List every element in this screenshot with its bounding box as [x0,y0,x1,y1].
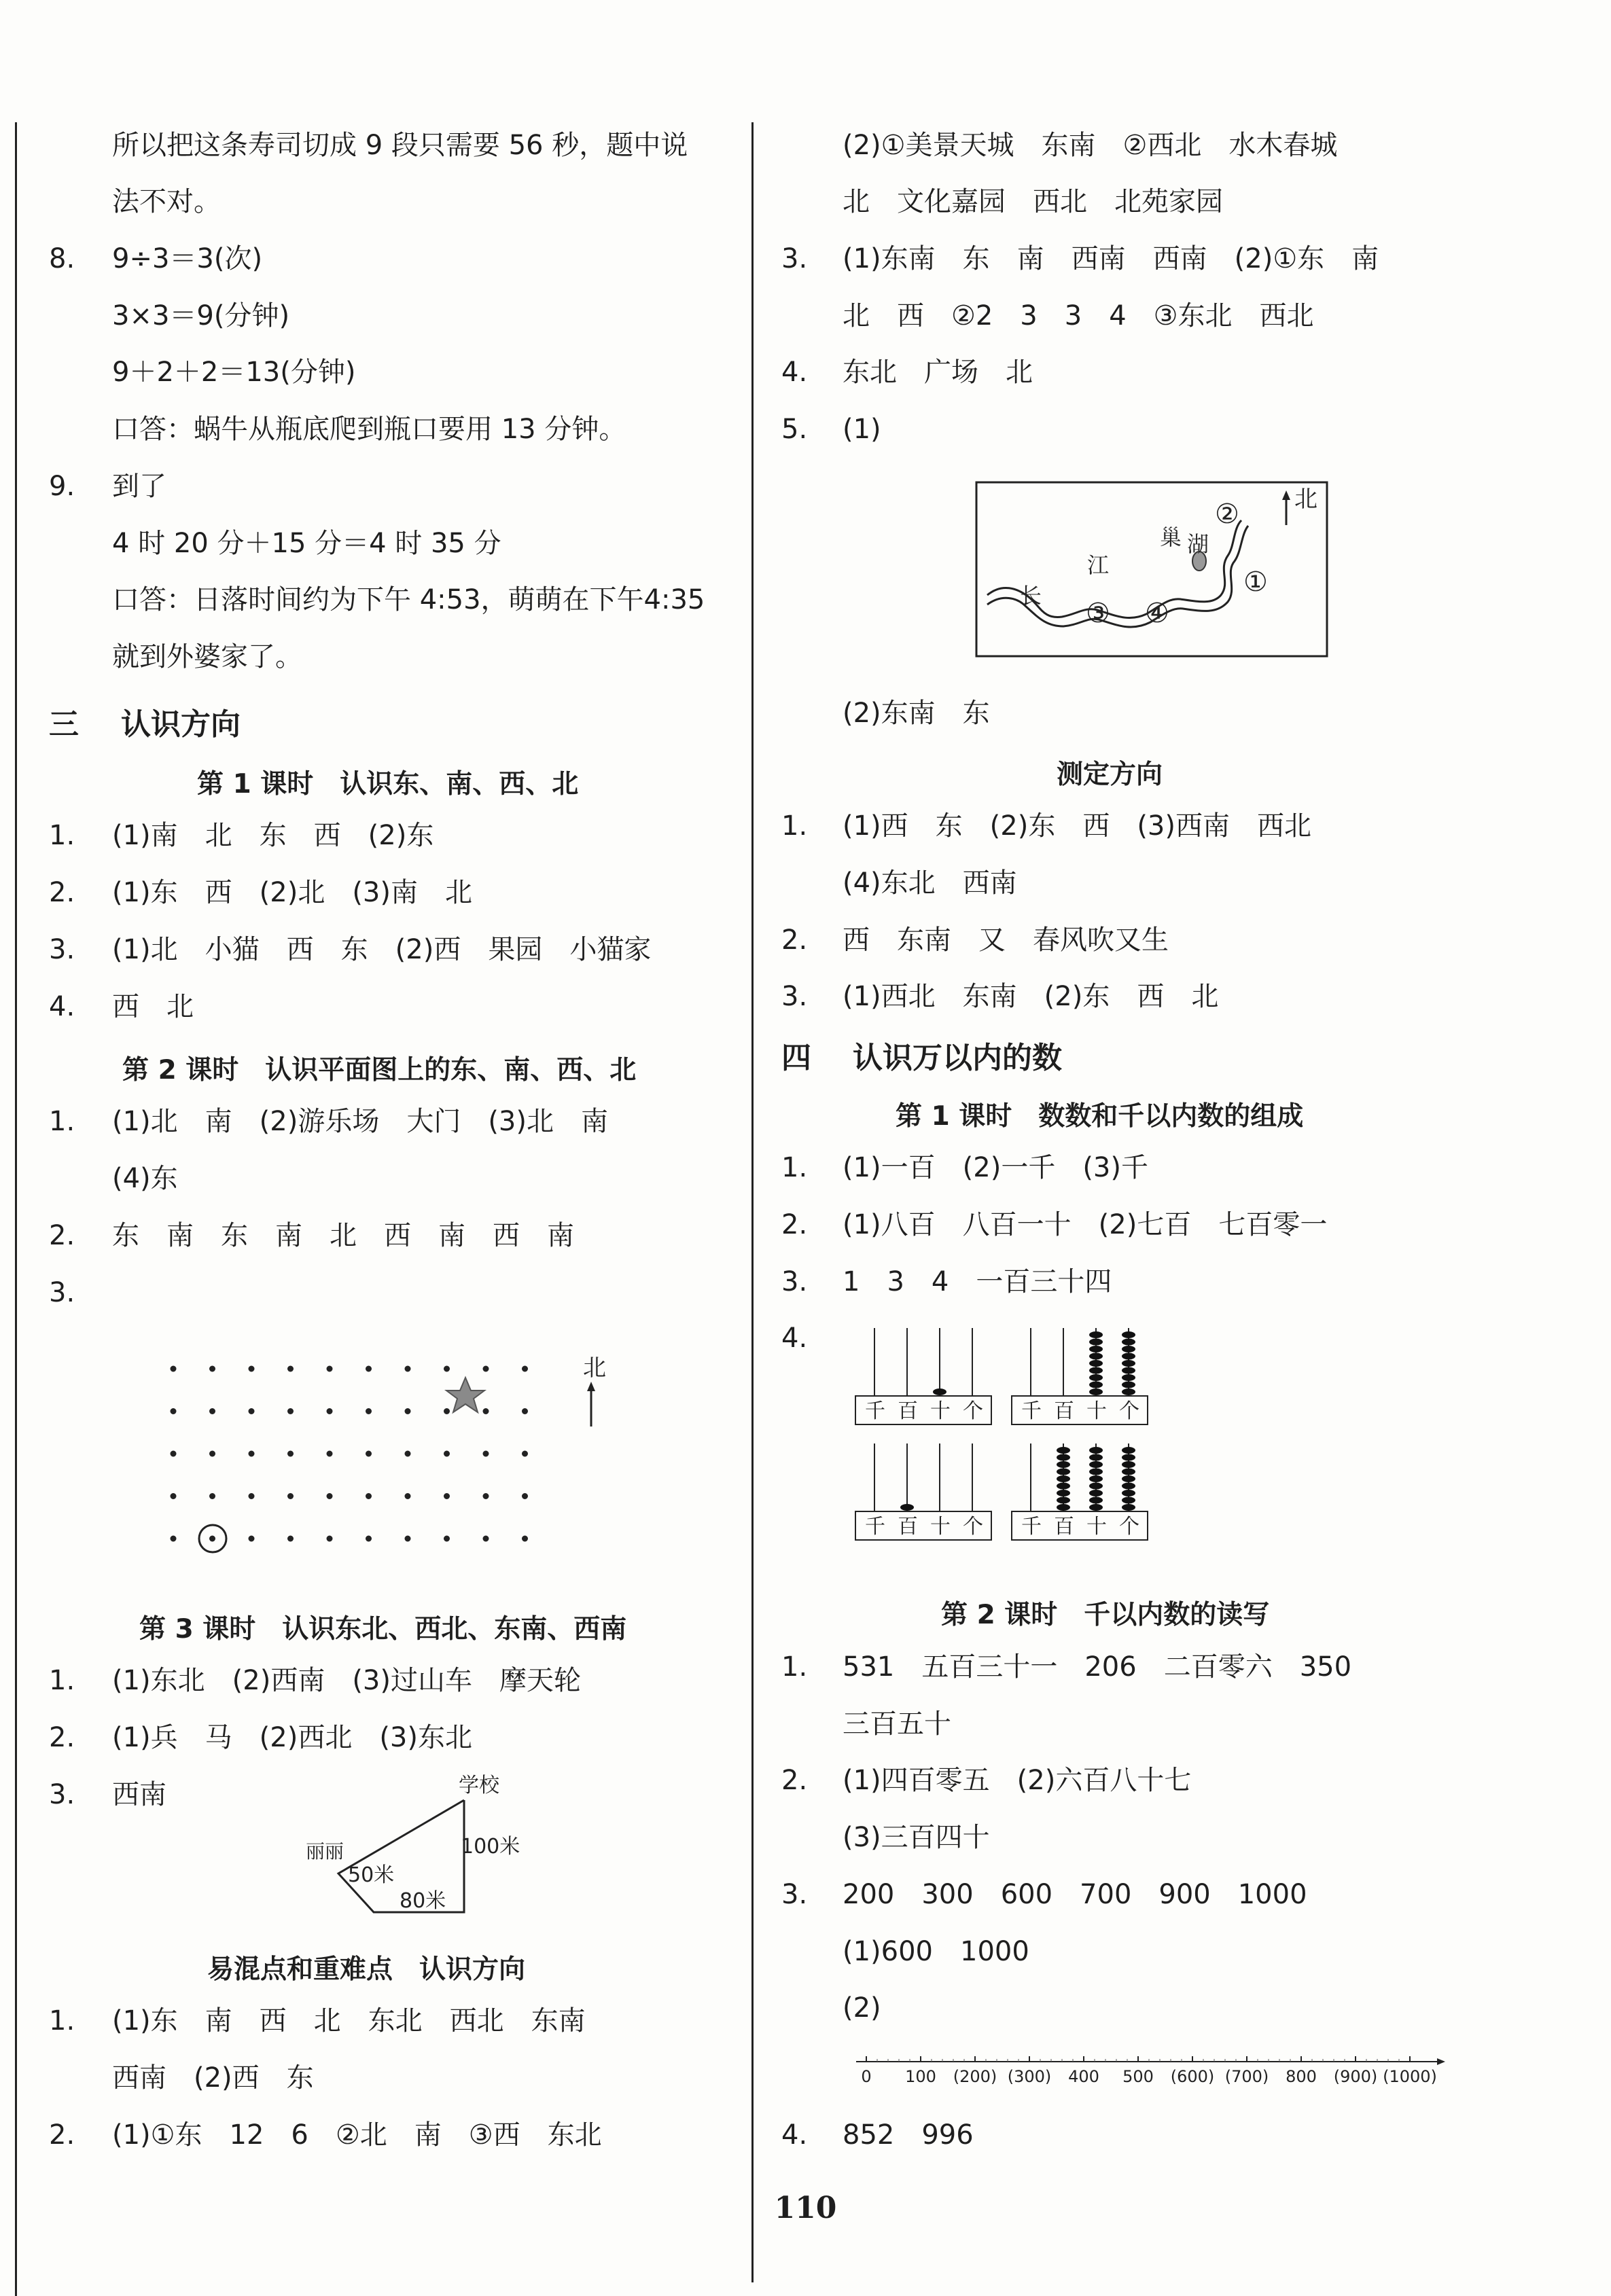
abacus-bead [1122,1374,1135,1381]
l42-q1-line-1: 531 五百三十一 206 二百零六 350 [843,1651,1352,1683]
l41-q1-number: 1. [781,1152,808,1183]
number-line-label: (900) [1333,2067,1378,2086]
column-divider [751,122,754,2282]
map-frame [976,482,1327,656]
grid-dot [366,1366,372,1372]
abacus-bead [1122,1475,1135,1482]
l2-q1-number: 1. [49,1106,75,1137]
abacus-bead [1089,1388,1103,1395]
abacus-label: 个 [1119,1399,1139,1423]
map-marker-4: ④ [1145,598,1169,629]
left-margin-rule [15,122,17,2296]
grid-dot [287,1408,294,1414]
abacus-bead [1057,1490,1070,1496]
l41-q2-number: 2. [781,1209,808,1240]
q8-line-4: 口答：蜗牛从瓶底爬到瓶口要用 13 分钟。 [112,414,626,445]
abacus-label: 千 [865,1399,885,1423]
number-line-label: (700) [1224,2067,1269,2086]
unit3-number: 三 [49,707,79,742]
abacus-label: 千 [1021,1399,1042,1423]
abacus-label: 百 [898,1399,918,1423]
abacus-bead [1122,1382,1135,1388]
abacus-figure [853,1321,1165,1559]
school-label: 学校 [459,1774,499,1797]
number-line-label: 800 [1286,2067,1317,2086]
grid-dot [522,1366,528,1372]
abacus-label: 百 [898,1515,918,1539]
number-line-figure [853,2048,1451,2096]
abacus-bead [1089,1382,1103,1388]
grid-dot [287,1493,294,1499]
m-q1-line-2: (4)东北 西南 [843,867,1017,899]
abacus-label: 个 [1119,1515,1139,1539]
l1-q4-number: 4. [49,991,75,1022]
abacus-bead [1089,1475,1103,1482]
lesson41-title: 第 1 课时 数数和千以内数的组成 [896,1101,1304,1132]
abacus-bead [1089,1490,1103,1496]
map-north-label: 北 [1294,486,1317,513]
l2-q2-text: 东 南 东 南 北 西 南 西 南 [112,1220,574,1251]
grid-dot [522,1493,528,1499]
l2-q3-number: 3. [49,1277,75,1308]
number-line-ticks [861,2056,1437,2086]
l42-q2-line-2: (3)三百四十 [843,1822,990,1853]
grid-dot [366,1451,372,1457]
grid-dot [444,1366,450,1372]
lesson2-title: 第 2 课时 认识平面图上的东、南、西、北 [122,1055,637,1086]
grid-dot [171,1408,177,1414]
abacus-bead [1122,1346,1135,1352]
q8-line-2: 3×3＝9(分钟) [112,300,290,331]
l42-q2-line-1: (1)四百零五 (2)六百八十七 [843,1765,1192,1796]
grid-dot [444,1451,450,1457]
unit3-title: 认识方向 [121,707,241,742]
m-q1-line-1: (1)西 东 (2)东 西 (3)西南 西北 [843,810,1311,842]
rv-q1-number: 1. [49,2005,75,2037]
abacus [855,1328,991,1424]
l3-q1-number: 1. [49,1665,75,1696]
abacus-bead [1057,1497,1070,1504]
route-triangle-figure [299,1766,544,1922]
number-line-label: (200) [953,2067,997,2086]
grid-dot [405,1408,411,1414]
grid-dot [483,1366,489,1372]
r-q5-text: (1) [843,414,881,445]
l1-q2-number: 2. [49,877,75,908]
map-hu-label: 湖 [1187,531,1209,557]
grid-dot [287,1366,294,1372]
lesson3-title: 第 3 课时 认识东北、西北、东南、西南 [139,1614,627,1645]
l42-q3-line-3: (2) [843,1992,881,2024]
q9-number: 9. [49,471,75,502]
abacus-bead [1122,1497,1135,1504]
r-q3-line-1: (1)东南 东 南 西南 西南 (2)①东 南 [843,243,1379,274]
abacus-bead [1089,1447,1103,1454]
rv-q2-line-1: (1)①东 12 6 ②北 南 ③西 东北 [112,2119,602,2151]
lesson42-title: 第 2 课时 千以内数的读写 [941,1600,1270,1630]
l1-q1-text: (1)南 北 东 西 (2)东 [112,820,434,851]
map-marker-3: ③ [1086,598,1110,629]
r-q5-number: 5. [781,414,808,445]
abacus-bead [1089,1331,1103,1338]
r-q4-number: 4. [781,357,808,388]
rv-q1-line-2: 西南 (2)西 东 [112,2062,314,2094]
grid-dot [405,1366,411,1372]
l41-q4-number: 4. [781,1323,808,1354]
l3-q2-text: (1)兵 马 (2)西北 (3)东北 [112,1722,472,1753]
abacus-bead [1122,1504,1135,1511]
grid-dot [405,1536,411,1542]
abacus-bead [1089,1360,1103,1367]
star-marker [446,1378,484,1412]
dot-grid-figure [156,1352,618,1562]
grid-dot [249,1408,255,1414]
grid-dot [483,1493,489,1499]
m-q1-number: 1. [781,810,808,842]
r-q4-text: 东北 广场 北 [843,357,1033,388]
l42-q1-number: 1. [781,1651,808,1683]
abacus-label: 百 [1054,1515,1074,1539]
abacus [1012,1328,1148,1424]
number-line-label: (1000) [1383,2067,1437,2086]
abacus-bead [1089,1374,1103,1381]
grid-dot [483,1451,489,1457]
l41-q3-text: 1 3 4 一百三十四 [843,1266,1112,1297]
abacus-bead [1122,1339,1135,1346]
grid-dot [171,1536,177,1542]
l42-q4-number: 4. [781,2119,808,2151]
abacus-bead [1089,1353,1103,1360]
l42-q4-text: 852 996 [843,2119,974,2151]
l42-q3-line-2: (1)600 1000 [843,1936,1029,1967]
river-map-figure [975,481,1328,658]
north-label: 北 [583,1355,606,1382]
l1-q4-text: 西 北 [112,991,194,1022]
l1-q3-number: 3. [49,934,75,965]
map-north-arrow-head [1282,490,1290,500]
l1-q2-text: (1)东 西 (2)北 (3)南 北 [112,877,472,908]
abacus-bead [1122,1353,1135,1360]
l2-q2-number: 2. [49,1220,75,1251]
abacus [855,1443,991,1540]
abacus-bead [1057,1469,1070,1475]
grid-dot [171,1493,177,1499]
grid-dot [171,1366,177,1372]
l1-q3-text: (1)北 小猫 西 东 (2)西 果园 小猫家 [112,934,652,965]
abacus-bead [1089,1454,1103,1461]
abacus-bead [1057,1475,1070,1482]
l3-q3-text: 西南 [112,1779,166,1810]
q8-line-1: 9÷3＝3(次) [112,243,263,274]
abacus-bead [1057,1461,1070,1468]
l3-q1-text: (1)东北 (2)西南 (3)过山车 摩天轮 [112,1665,581,1696]
grid-dot [249,1451,255,1457]
r-q3-line-2: 北 西 ②2 3 3 4 ③东北 西北 [843,300,1314,331]
m-q3-text: (1)西北 东南 (2)东 西 北 [843,981,1219,1012]
abacus-bead [1122,1454,1135,1461]
map-chao-label: 巢 [1160,524,1182,550]
l42-q1-line-2: 三百五十 [843,1708,951,1740]
abacus-bead [1122,1490,1135,1496]
grid-dot [327,1366,333,1372]
grid-dot [405,1493,411,1499]
number-line-arrow [1437,2058,1445,2065]
yangtze-river-bank [987,526,1248,627]
grid-dot [444,1493,450,1499]
abacus-label: 千 [1021,1515,1042,1539]
abacus-label: 个 [963,1399,983,1423]
page-number: 110 [774,2191,837,2225]
grid-dot [327,1493,333,1499]
l41-q3-number: 3. [781,1266,808,1297]
distance-100m: 100米 [461,1835,520,1859]
abacus-label: 十 [930,1515,951,1539]
m-q2-number: 2. [781,925,808,956]
map-marker-2: ② [1215,499,1239,530]
abacus-bead [1057,1504,1070,1511]
abacus-bead [1089,1346,1103,1352]
q8-number: 8. [49,243,75,274]
abacus-bead [1089,1483,1103,1490]
number-line-label: (600) [1170,2067,1215,2086]
l42-q3-line-1: 200 300 600 700 900 1000 [843,1879,1307,1910]
m-q3-number: 3. [781,981,808,1012]
review-title: 易混点和重难点 认识方向 [207,1954,526,1985]
number-line-label: 0 [861,2067,872,2086]
l2-q1-line-2: (4)东 [112,1163,178,1194]
lesson1-title: 第 1 课时 认识东、南、西、北 [197,769,579,800]
abacus-label: 十 [930,1399,951,1423]
abacus-label: 百 [1054,1399,1074,1423]
abacus-bead [1057,1483,1070,1490]
grid-dot [209,1493,215,1499]
abacus-label: 个 [963,1515,983,1539]
grid-dot [327,1536,333,1542]
grid-dot [209,1536,215,1542]
number-line-label: 100 [905,2067,936,2086]
grid-dot [522,1451,528,1457]
abacus-bead [1089,1497,1103,1504]
grid-dot [444,1536,450,1542]
l3-q3-number: 3. [49,1779,75,1810]
carry-line-2: 法不对。 [112,186,221,217]
measure-title: 测定方向 [1057,759,1163,790]
grid-dot [366,1536,372,1542]
r-carry-line-1: (2)①美景天城 东南 ②西北 水木春城 [843,130,1338,161]
abacus-bead [1122,1367,1135,1374]
q9-line-1: 到了 [112,471,166,502]
abacus-label: 十 [1086,1399,1107,1423]
q8-line-3: 9＋2＋2＝13(分钟) [112,357,356,388]
unit4-title: 认识万以内的数 [853,1041,1062,1075]
abacus-group [855,1328,1148,1540]
l1-q1-number: 1. [49,820,75,851]
l41-q2-text: (1)八百 八百一十 (2)七百 七百零一 [843,1209,1328,1240]
grid-dot [405,1451,411,1457]
abacus-bead [1122,1388,1135,1395]
abacus-bead [1057,1454,1070,1461]
grid-dot [287,1451,294,1457]
map-chang-label: 长 [1020,583,1042,609]
l42-q3-number: 3. [781,1879,808,1910]
m-q2-text: 西 东南 又 春风吹又生 [843,925,1169,956]
abacus-bead [1122,1331,1135,1338]
grid-dot [249,1366,255,1372]
number-line-label: 500 [1122,2067,1154,2086]
number-line-label: 400 [1068,2067,1099,2086]
q9-line-2: 4 时 20 分＋15 分＝4 时 35 分 [112,528,501,559]
grid-dot [483,1408,489,1414]
abacus-bead [1089,1461,1103,1468]
abacus-bead [1089,1504,1103,1511]
r-carry-line-2: 北 文化嘉园 西北 北苑家园 [843,186,1223,217]
lili-label: 丽丽 [306,1840,344,1863]
distance-80m: 80米 [400,1889,446,1913]
abacus-bead [1122,1447,1135,1454]
grid-dot [209,1451,215,1457]
number-line-label: (300) [1007,2067,1052,2086]
rv-q1-line-1: (1)东 南 西 北 东北 西北 东南 [112,2005,586,2037]
r-q3-number: 3. [781,243,808,274]
carry-line-1: 所以把这条寿司切成 9 段只需要 56 秒，题中说 [112,130,688,161]
unit4-number: 四 [781,1041,811,1075]
l3-q2-number: 2. [49,1722,75,1753]
q9-line-3: 口答：日落时间约为下午 4:53，萌萌在下午4:35 [112,584,705,615]
grid-dot [327,1451,333,1457]
grid-dot [249,1536,255,1542]
rv-q2-number: 2. [49,2119,75,2151]
north-arrow-head [587,1382,595,1391]
grid-dot [366,1493,372,1499]
abacus [1012,1443,1148,1540]
r-q5-part2: (2)东南 东 [843,698,990,729]
abacus-bead [1057,1447,1070,1454]
abacus-bead [1089,1469,1103,1475]
q9-line-4: 就到外婆家了。 [112,641,302,672]
abacus-bead [1122,1360,1135,1367]
grid-dot [522,1536,528,1542]
abacus-label: 十 [1086,1515,1107,1539]
grid-dot [366,1408,372,1414]
abacus-label: 千 [865,1515,885,1539]
map-marker-1: ① [1243,567,1268,598]
grid-dot [171,1451,177,1457]
grid-dot [287,1536,294,1542]
grid-dot [249,1493,255,1499]
abacus-bead [1122,1461,1135,1468]
abacus-bead [1089,1367,1103,1374]
distance-50m: 50米 [348,1863,395,1887]
grid-dot [483,1536,489,1542]
abacus-bead [1122,1469,1135,1475]
l2-q1-line-1: (1)北 南 (2)游乐场 大门 (3)北 南 [112,1106,608,1137]
abacus-bead [933,1388,946,1395]
map-jiang-label: 江 [1087,552,1110,578]
grid-dot [209,1366,215,1372]
abacus-bead [1122,1483,1135,1490]
l41-q1-text: (1)一百 (2)一千 (3)千 [843,1152,1148,1183]
grid-dot [209,1408,215,1414]
grid-dot [522,1408,528,1414]
grid-dot [327,1408,333,1414]
abacus-bead [900,1504,914,1511]
grid-dot [444,1408,450,1414]
l42-q2-number: 2. [781,1765,808,1796]
abacus-bead [1089,1339,1103,1346]
